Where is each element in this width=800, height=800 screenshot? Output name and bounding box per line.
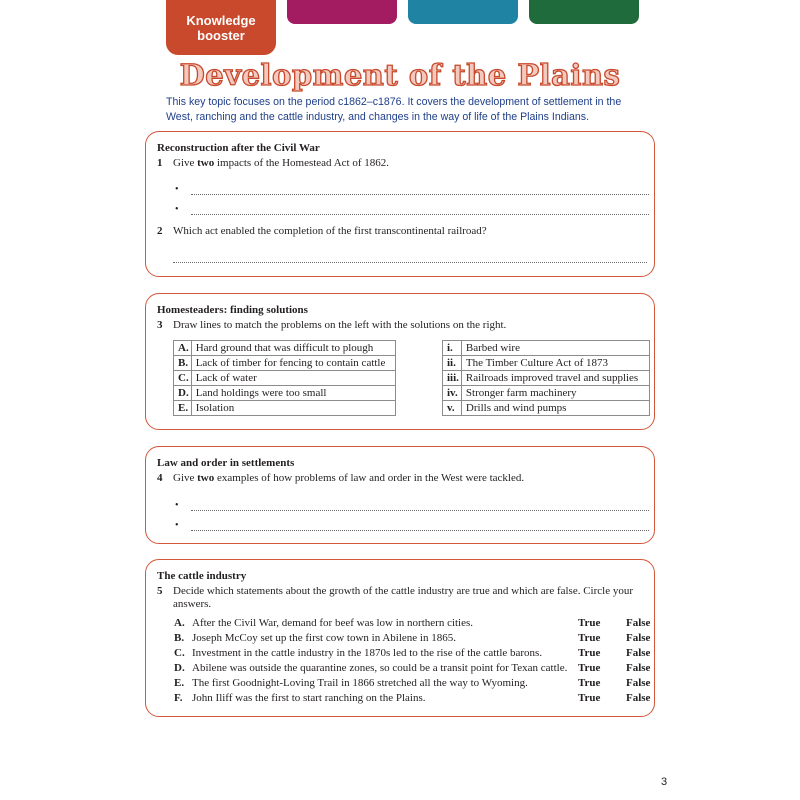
section-tab-teal [408,0,518,24]
true-option[interactable]: True [578,677,601,689]
page-title: Development of the Plains [179,58,621,92]
section-tab-green [529,0,639,24]
homesteaders-box [145,293,655,430]
solutions-table [442,340,650,416]
statement-row: B. Joseph McCoy set up the first cow town in Abilene in 1865. True False [174,632,651,644]
question-number: 4 [157,472,163,484]
law-order-box [145,446,655,544]
bullet-icon: • [175,500,179,511]
reconstruction-box [145,131,655,277]
statement-row: A. After the Civil War, demand for beef was low in northern cities. True False [174,617,651,629]
problem-row[interactable]: C. Lack of water [174,371,396,386]
false-option[interactable]: False [626,677,651,689]
bullet-icon: • [175,184,179,195]
answer-line-4b[interactable] [191,530,649,531]
true-option[interactable]: True [578,692,601,704]
knowledge-booster-tab [166,0,276,55]
question-text: Decide which statements about the growth of the cattle industry are true and which are false. Circle your answers. [173,585,634,610]
false-option[interactable]: False [626,692,651,704]
problem-row[interactable]: E. Isolation [174,401,396,416]
question-5 [157,585,647,613]
question-number: 1 [157,157,163,169]
question-text: Give two impacts of the Homestead Act of 1862. [173,157,389,169]
solution-row[interactable]: i. Barbed wire [443,341,650,356]
answer-line-1a[interactable] [191,194,649,195]
statement-row: D. Abilene was outside the quarantine zones, so could be a transit point for Texan cattle. True False [174,662,651,674]
problem-row[interactable]: D. Land holdings were too small [174,386,396,401]
question-number: 3 [157,319,163,331]
page-number: 3 [661,776,668,788]
question-text: Which act enabled the completion of the first transcontinental railroad? [173,225,487,237]
solution-row[interactable]: iv. Stronger farm machinery [443,386,650,401]
reconstruction-heading: Reconstruction after the Civil War [157,142,320,154]
cattle-industry-box [145,559,655,717]
cattle-industry-heading: The cattle industry [157,570,247,582]
statement-row: C. Investment in the cattle industry in the 1870s led to the rise of the cattle barons. True False [174,647,651,659]
homesteaders-heading: Homesteaders: finding solutions [157,304,308,316]
true-option[interactable]: True [578,647,601,659]
law-order-heading: Law and order in settlements [157,457,295,469]
answer-line-2[interactable] [173,262,647,263]
question-number: 5 [157,585,163,597]
solution-row[interactable]: iii. Railroads improved travel and supplies [443,371,650,386]
false-option[interactable]: False [626,632,651,644]
intro-text: This key topic focuses on the period c1862–c1876. It covers the development of settlement in the West, ranching and the cattle industry, and changes in the way of life of the Plains Indians. [166,96,622,123]
answer-line-4a[interactable] [191,510,649,511]
true-option[interactable]: True [578,662,601,674]
solution-row[interactable]: ii. The Timber Culture Act of 1873 [443,356,650,371]
statement-row: F. John Iliff was the first to start ranching on the Plains. True False [174,692,651,704]
problem-row[interactable]: A. Hard ground that was difficult to plough [174,341,396,356]
question-text: Give two examples of how problems of law and order in the West were tackled. [173,472,525,484]
bullet-icon: • [175,204,179,215]
true-option[interactable]: True [578,632,601,644]
question-number: 2 [157,225,163,237]
problems-table [173,340,396,416]
answer-line-1b[interactable] [191,214,649,215]
question-text: Draw lines to match the problems on the left with the solutions on the right. [173,319,507,331]
tab-label-line2: booster [197,27,245,43]
false-option[interactable]: False [626,662,651,674]
statement-row: E. The first Goodnight-Loving Trail in 1866 stretched all the way to Wyoming. True False [174,677,651,689]
false-option[interactable]: False [626,647,651,659]
solution-row[interactable]: v. Drills and wind pumps [443,401,650,416]
tab-label-line1: Knowledge [186,12,256,28]
bullet-icon: • [175,520,179,531]
true-option[interactable]: True [578,617,601,629]
section-tab-magenta [287,0,397,24]
problem-row[interactable]: B. Lack of timber for fencing to contain cattle [174,356,396,371]
false-option[interactable]: False [626,617,651,629]
